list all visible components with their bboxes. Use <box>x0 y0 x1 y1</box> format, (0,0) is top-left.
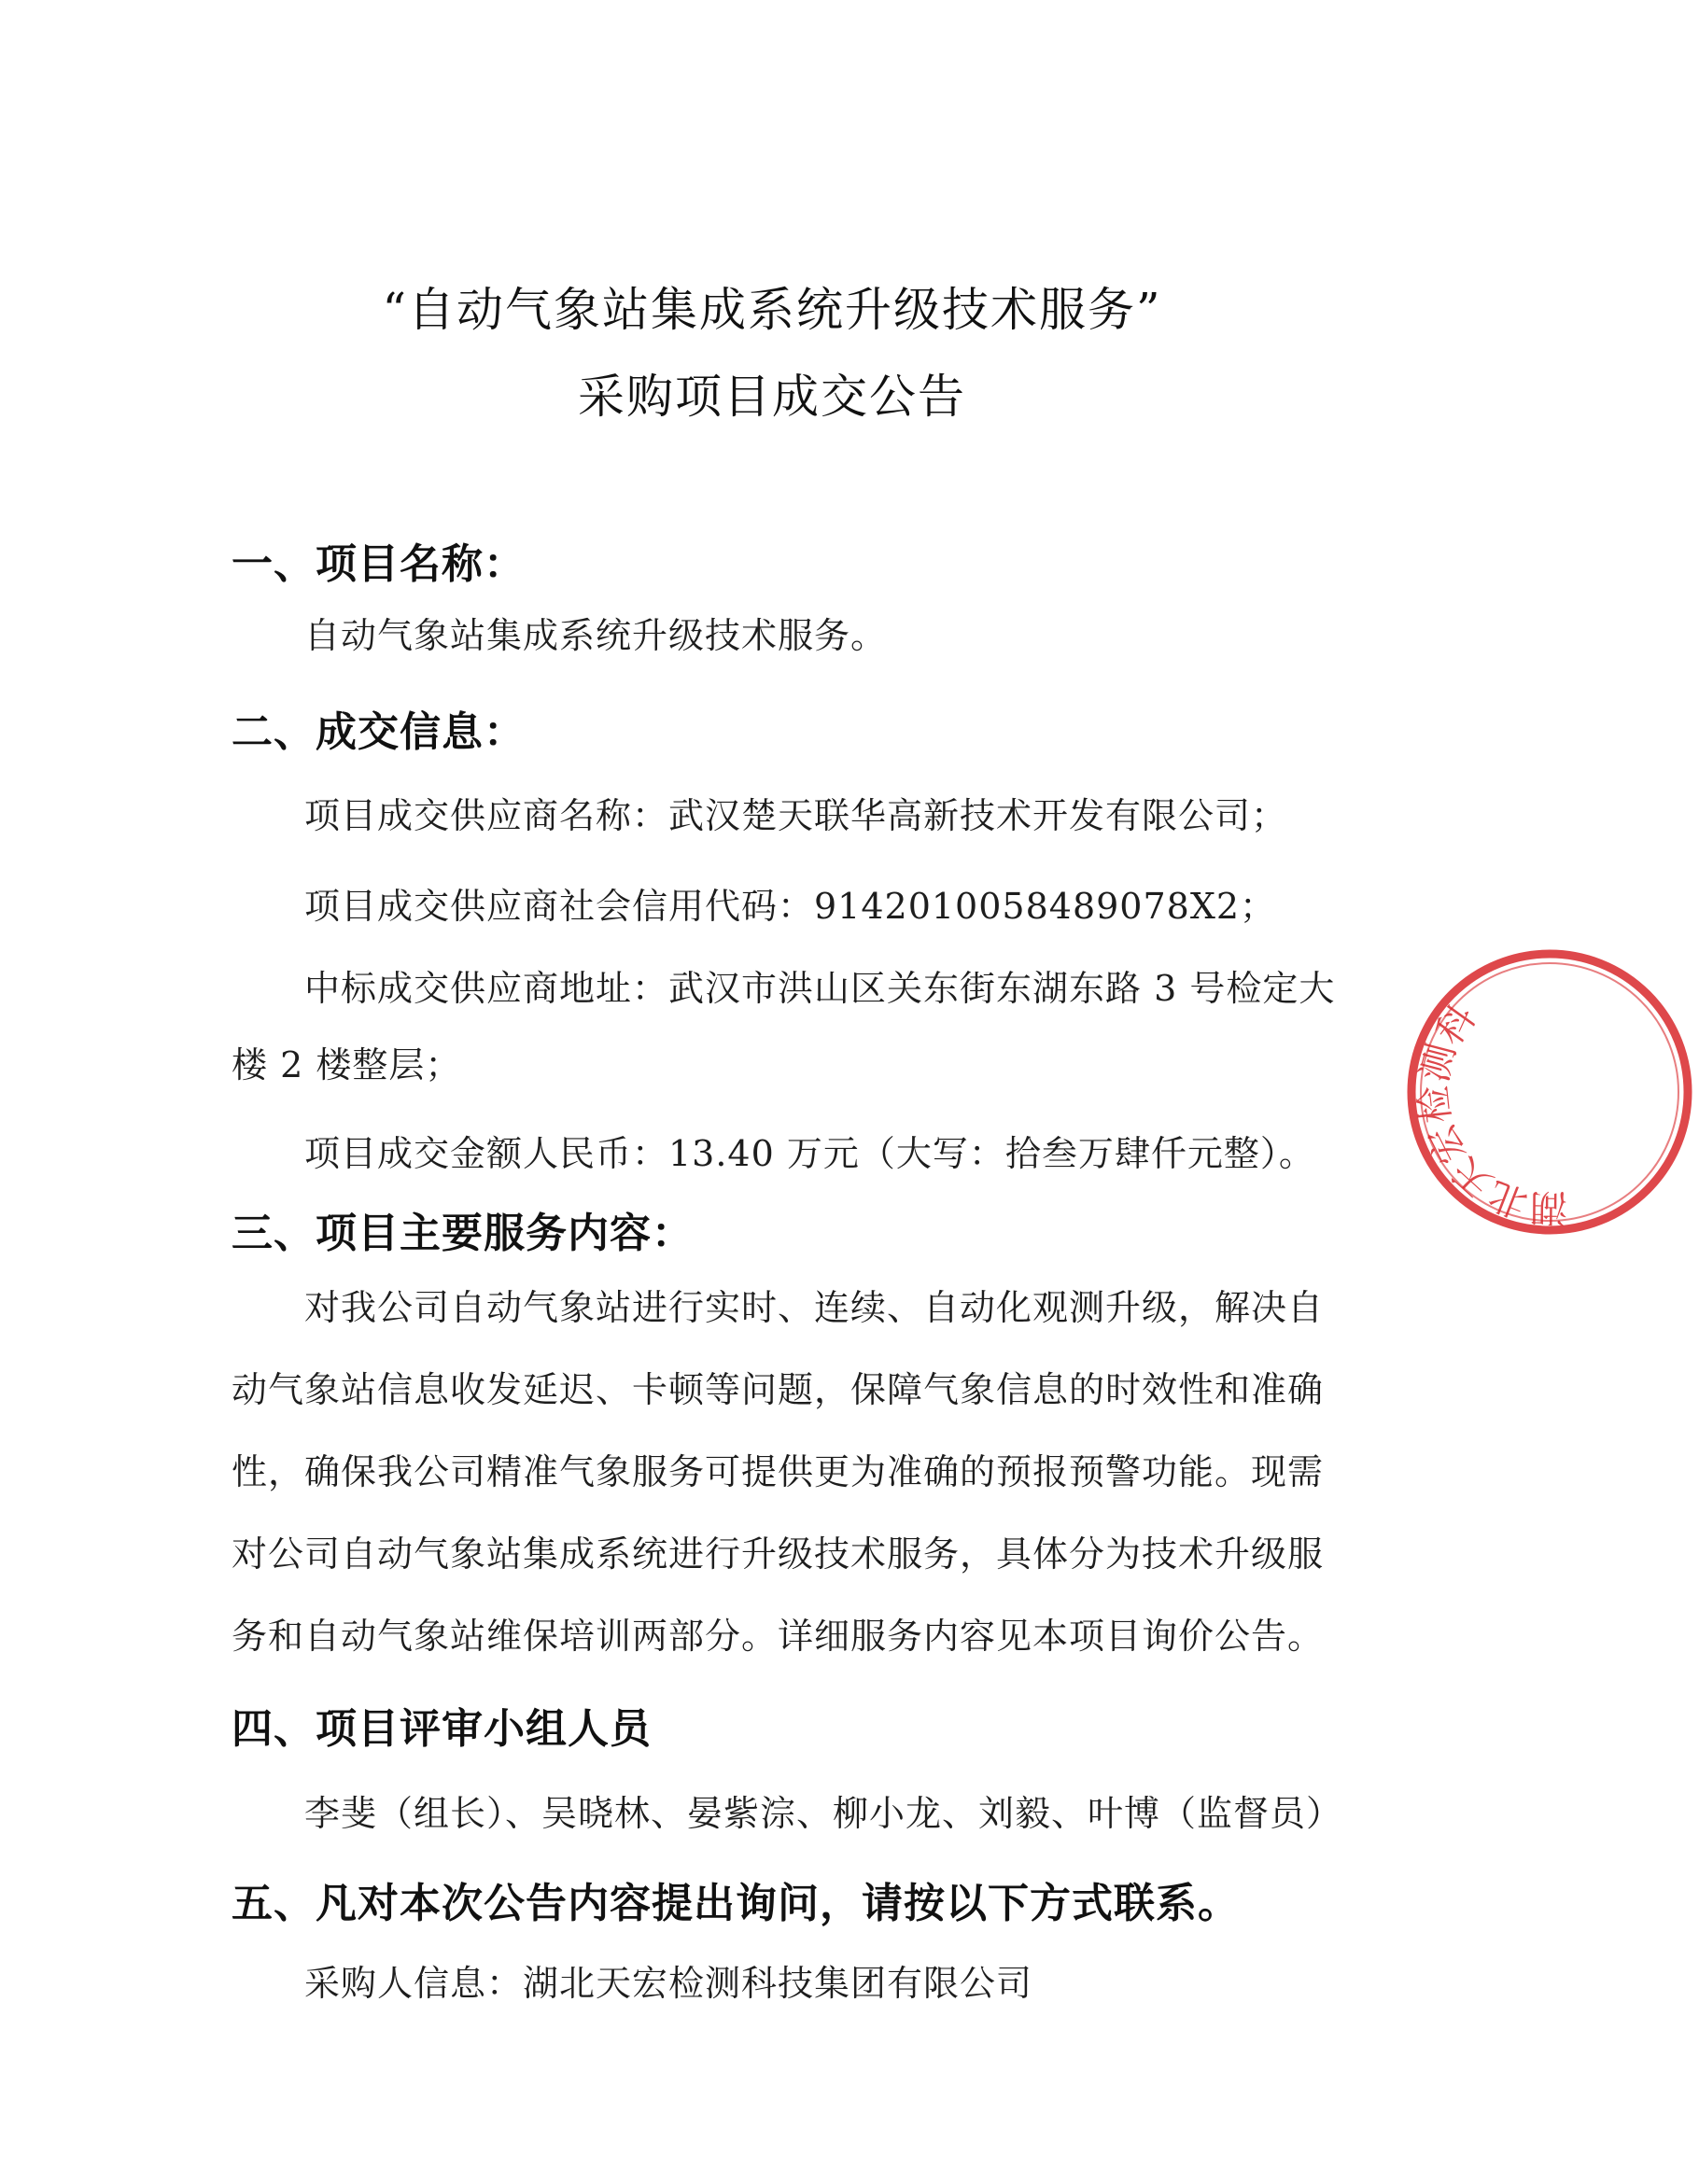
seal-text: 湖北天宏检测科 <box>1411 997 1568 1229</box>
section-5-heading: 五、凡对本次公告内容提出询问，请按以下方式联系。 <box>232 1880 1240 1927</box>
company-seal <box>1400 943 1699 1241</box>
document-title-line2: 采购项目成交公告 <box>578 370 966 424</box>
section-2-line-2: 项目成交供应商社会信用代码：9142010058489078X2； <box>304 886 1277 927</box>
section-2-line-4: 楼 2 楼整层； <box>232 1044 462 1085</box>
section-3-line-3: 性，确保我公司精准气象服务可提供更为准确的预报预警功能。现需 <box>232 1451 1325 1492</box>
section-3-line-1: 对我公司自动气象站进行实时、连续、自动化观测升级，解决自 <box>304 1287 1325 1328</box>
section-2-line-1: 项目成交供应商名称：武汉楚天联华高新技术开发有限公司； <box>304 795 1288 836</box>
document-title-line1: “自动气象站集成系统升级技术服务” <box>382 283 1162 337</box>
section-3-line-4: 对公司自动气象站集成系统进行升级技术服务，具体分为技术升级服 <box>232 1533 1325 1575</box>
section-1-line-1: 自动气象站集成系统升级技术服务。 <box>304 615 888 656</box>
section-2-line-5: 项目成交金额人民币：13.40 万元（大写：拾叁万肆仟元整）。 <box>304 1133 1315 1174</box>
section-1-heading: 一、项目名称： <box>232 540 526 588</box>
section-3-line-5: 务和自动气象站维保培训两部分。详细服务内容见本项目询价公告。 <box>232 1616 1325 1657</box>
section-4-line-1: 李斐（组长）、吴晓林、晏紫淙、柳小龙、刘毅、叶博（监督员） <box>304 1793 1343 1834</box>
section-3-line-2: 动气象站信息收发延迟、卡顿等问题，保障气象信息的时效性和准确 <box>232 1369 1325 1410</box>
section-2-line-3: 中标成交供应商地址：武汉市洪山区关东街东湖东路 3 号检定大 <box>304 968 1336 1009</box>
section-2-heading: 二、成交信息： <box>232 708 526 756</box>
section-5-line-1: 采购人信息：湖北天宏检测科技集团有限公司 <box>304 1963 1033 2004</box>
section-4-heading: 四、项目评审小组人员 <box>232 1705 652 1753</box>
section-3-heading: 三、项目主要服务内容： <box>232 1210 694 1257</box>
